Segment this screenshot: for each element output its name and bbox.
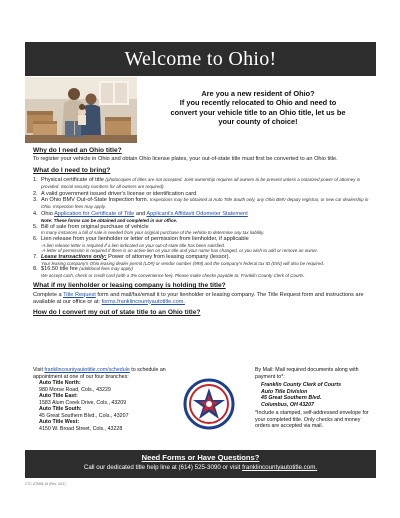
item-note: -A letter of permission is required if there is an active lien on your title and your name has changed, or you wish to add or remove an owner. [41,248,319,254]
list-item [33,236,373,254]
item-text: Physical certificate of title [41,176,106,183]
list-item [33,266,373,278]
mail-intro: By Mail: Mail required documents along with payment to*: [255,367,359,380]
office-address: 980 Morse Road, Cols., 43229 [39,386,111,393]
item-number: 2. [33,190,38,197]
lienholder-text-part: form and mail/fax/email it to your lienholder or leasing company. The Title Request form and instructions are available at our office or at: [33,291,364,305]
office-name: Auto Title North: [39,380,81,386]
why-heading: Why do I need an Ohio title? [33,147,122,154]
office-address: 45 Great Southern Blvd., Cols., 43207 [39,412,129,419]
mail-instructions [255,367,373,430]
odometer-statement-link[interactable]: Applicant's Affidavit Odometer Statement [146,211,248,218]
footer-text: Call our dedicated title help line at (614) 525-3090 or visit [83,464,243,471]
hero-line-2: If you recently relocated to Ohio and need to [179,98,337,108]
mail-note: *Include a stamped, self-addressed envelope for your completed title. Only checks and money orders are accepted via mail. [255,410,369,429]
office-address: 1583 Alum Creek Drive, Cols., 43209 [39,399,127,406]
mail-address-line: Columbus, OH 43207 [261,401,314,408]
item-text: and [134,211,147,218]
bring-heading: What do I need to bring? [33,167,111,175]
item-note: Note: These forms can be obtained and completed in our office. [41,218,178,224]
item-note: Inspections may be obtained at Auto Title South only, any Ohio BMV deputy registrar, or new car dealership in Ohio. Inspection fees may apply. [41,197,369,210]
item-text: Ohio [41,211,55,218]
title-request-link[interactable]: Title Request [63,291,96,298]
convert-section [33,367,373,437]
item-text: Lien release from your lienholder or letter of permission from lienholder, if applicable [41,235,249,242]
schedule-link[interactable]: franklincountyautotitle.com/schedule [44,367,130,373]
item-number: 1. [33,176,38,183]
list-item [33,177,373,191]
office-name: Auto Title East: [39,393,78,399]
item-fee-note: (additional fees may apply) [79,265,134,271]
ohio-star-seal-icon [183,377,235,431]
office-name: Auto Title South: [39,406,82,412]
mail-address-line: Franklin County Clerk of Courts [261,382,342,388]
item-note: -A lien release letter is required if a lien indicated on your out-of-state title has been satisfied. [41,242,226,248]
item-lead: Lease transactions only: [41,253,107,260]
hero-line-4: your county of choice! [218,117,298,127]
item-note: (photocopies of titles are not accepted. Joint ownership requires all owners to be present unless a notarized power of attorney is provided. Social security numbers for all owners are required). [41,176,361,189]
main-content [33,148,373,317]
list-item [33,211,373,223]
mail-address-line: Auto Title Division [261,388,308,395]
hero-heading [141,89,375,127]
lienholder-text [33,292,373,306]
item-text: Power of attorney from leasing company (lessor). [106,253,231,260]
header-banner [25,42,376,76]
item-text: A valid government issued driver's license or identification card [41,190,197,197]
footer-title: Need Forms or Have Questions? [141,453,260,462]
visit-text [33,367,183,380]
office-address: 4150 W. Broad Street, Cols., 43228 [39,425,123,432]
item-number: 7. [33,253,38,260]
lienholder-heading: What if my lienholder or leasing company is holding the title? [33,282,226,290]
item-text: An Ohio BMV Out-of-State Inspection form. [41,197,150,204]
lienholder-text-part: Complete a [33,291,64,298]
visit-text-part: Visit [33,367,45,373]
list-item [33,224,373,236]
footer-help-line [25,464,376,471]
hero-line-1: Are you a new resident of Ohio? [201,89,315,98]
list-item [33,191,373,198]
visit-branches [33,367,183,432]
visit-text-part: to schedule an appointment at one of our four branches: [33,367,166,380]
page-title: Welcome to Ohio! [124,47,277,70]
item-note: Your leasing company's Ohio leasing dealer permit (LD#) or vendor number (999) and the company's federal tax ID (EIN) will also be required. [41,260,325,266]
hero-line-3: convert your vehicle title to an Ohio title, let us be [170,107,346,117]
item-note: In many instances a bill of sale is needed from your original purchase of the vehicle to determine any tax liability. [41,230,265,236]
item-number: 6. [33,235,38,242]
application-title-link[interactable]: Application for Certificate of Title [54,211,135,218]
mail-address [255,382,373,408]
hero-section [25,77,376,143]
item-text: Bill of sale from original purchase of vehicle [41,223,149,230]
mail-address-line: 45 Great Southern Blvd. [261,395,322,401]
item-number: 3. [33,197,38,204]
convert-heading: How do I convert my out of state title to an Ohio title? [33,309,201,317]
family-moving-photo [25,77,137,143]
item-text: $16.50 title fee [41,265,80,272]
item-number: 5. [33,223,38,230]
forms-site-link[interactable]: forms.franklincountyautotitle.com. [101,298,185,305]
item-number: 8. [33,265,38,272]
document-code: CTC-ATMIB-16 (Rev. 4/21) [25,482,66,486]
footer-banner [25,450,376,478]
office-list [33,380,183,432]
item-note: We accept cash, check or credit card (with a 3% convenience fee). Please make checks payable to: Franklin County Clerk of Courts. [41,272,305,278]
item-number: 4. [33,211,38,218]
footer-site-link[interactable]: franklincountyautotitle.com. [242,464,318,471]
why-text: To register your vehicle in Ohio and obtain Ohio license plates, your out-of-state title must first be converted to an Ohio title. [33,156,338,163]
list-item [33,197,373,211]
office-name: Auto Title West: [39,419,80,425]
bring-list [33,177,373,279]
list-item [33,254,373,266]
